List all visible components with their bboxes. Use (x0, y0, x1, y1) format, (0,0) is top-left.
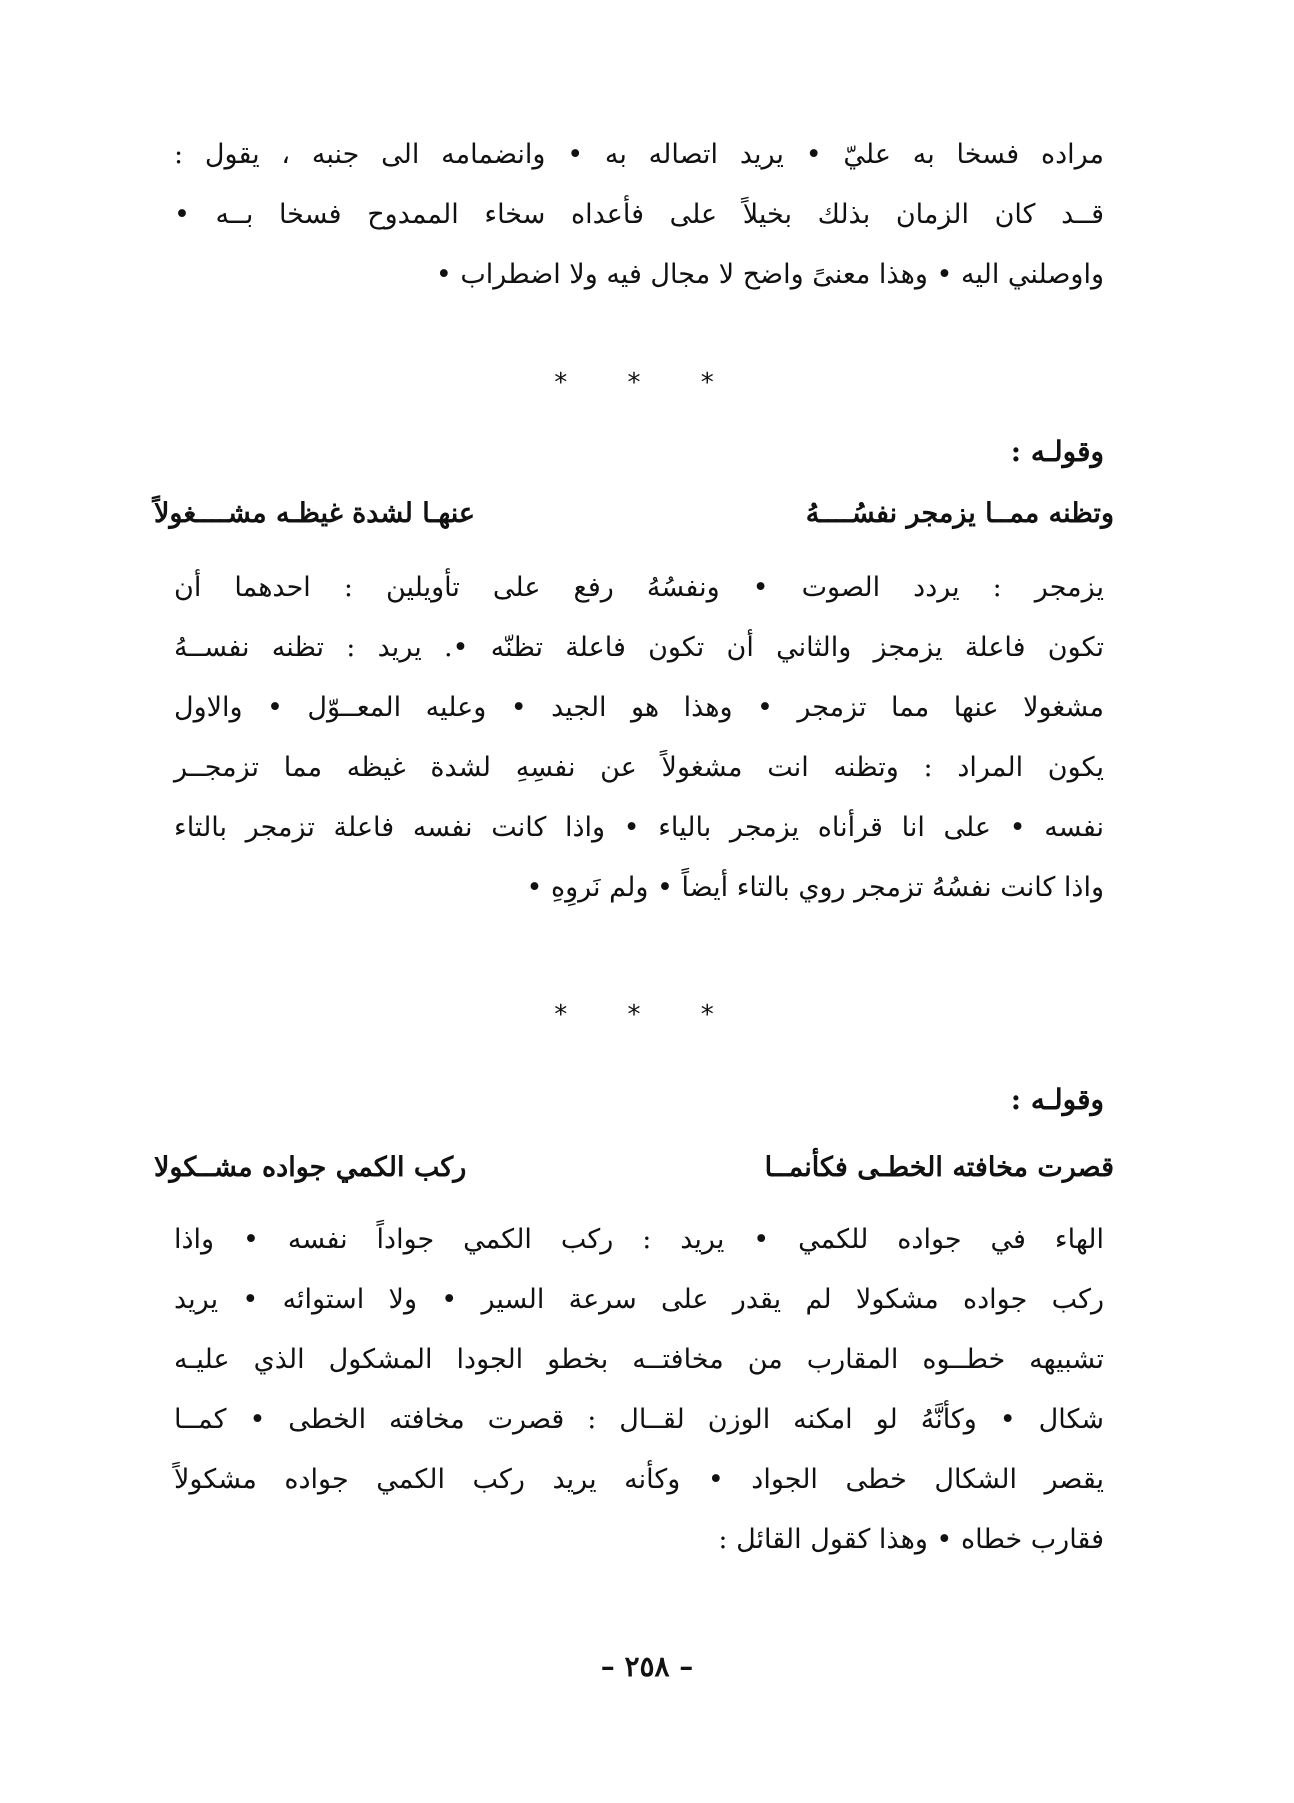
page-number: – ٢٥٨ – (600, 1650, 694, 1683)
text-line: نفسه • على انا قرأناه يزمجر بالياء • واذا كانت نفسه فاعلة تزمجر بالتاء (174, 812, 1104, 843)
paragraph-3 (174, 1210, 1104, 1570)
text-line: يقصر الشكال خطى الجواد • وكأنه يريد ركب الكمي جواده مشكولاً (174, 1464, 1104, 1495)
section-separator: * * * (554, 368, 740, 398)
section-separator: * * * (554, 1000, 740, 1030)
text-line: ركب جواده مشكولا لم يقدر على سرعة السير • ولا استوائه • يريد (174, 1284, 1104, 1315)
text-line: فقارب خطاه • وهذا كقول القائل : (718, 1524, 1104, 1555)
text-line: يكون المراد : وتظنه انت مشغولاً عن نفسِهِ لشدة غيظه مما تزمجــر (174, 752, 1104, 783)
section-heading: وقولـه : (1010, 1083, 1104, 1116)
text-line: يزمجر : يردد الصوت • ونفسُهُ رفع على تأويلين : احدهما أن (174, 572, 1104, 603)
paragraph-1 (174, 125, 1104, 305)
text-line: مشغولا عنها مما تزمجر • وهذا هو الجيد • وعليه المعــوّل • والاول (174, 692, 1104, 723)
poetry-verse (154, 1152, 1114, 1202)
verse-hemistich-first: قصرت مخافته الخطـى فكأنمــا (764, 1152, 1114, 1183)
verse-hemistich-second: عنهـا لشدة غيظـه مشــــغولاً (154, 498, 476, 529)
poetry-verse (154, 498, 1114, 548)
verse-hemistich-first: وتظنه ممــا يزمجر نفسُــــهُ (805, 498, 1114, 529)
paragraph-2 (174, 558, 1104, 918)
text-line: قــد كان الزمان بذلك بخيلاً على فأعداه سخاء الممدوح فسخا بــه • (174, 199, 1104, 230)
verse-hemistich-second: ركب الكمي جواده مشــكولا (154, 1152, 467, 1183)
text-line: واوصلني اليه • وهذا معنىً واضح لا مجال فيه ولا اضطراب • (435, 259, 1104, 290)
section-heading: وقولـه : (1010, 435, 1104, 468)
text-line: تكون فاعلة يزمجز والثاني أن تكون فاعلة تظنّه •. يريد : تظنه نفســهُ (174, 632, 1104, 663)
text-line: شكال • وكأنَّهُ لو امكنه الوزن لقــال : قصرت مخافته الخطى • كمــا (174, 1404, 1104, 1435)
text-line: الهاء في جواده للكمي • يريد : ركب الكمي جواداً نفسه • واذا (174, 1224, 1104, 1255)
text-line: تشبيهه خطــوه المقارب من مخافتــه بخطو الجودا المشكول الذي عليـه (174, 1344, 1104, 1375)
text-line: واذا كانت نفسُهُ تزمجر روي بالتاء أيضاً • ولم نَروِهِ • (526, 872, 1104, 903)
text-line: مراده فسخا به عليّ • يريد اتصاله به • وانضمامه الى جنبه ، يقول : (174, 139, 1104, 170)
